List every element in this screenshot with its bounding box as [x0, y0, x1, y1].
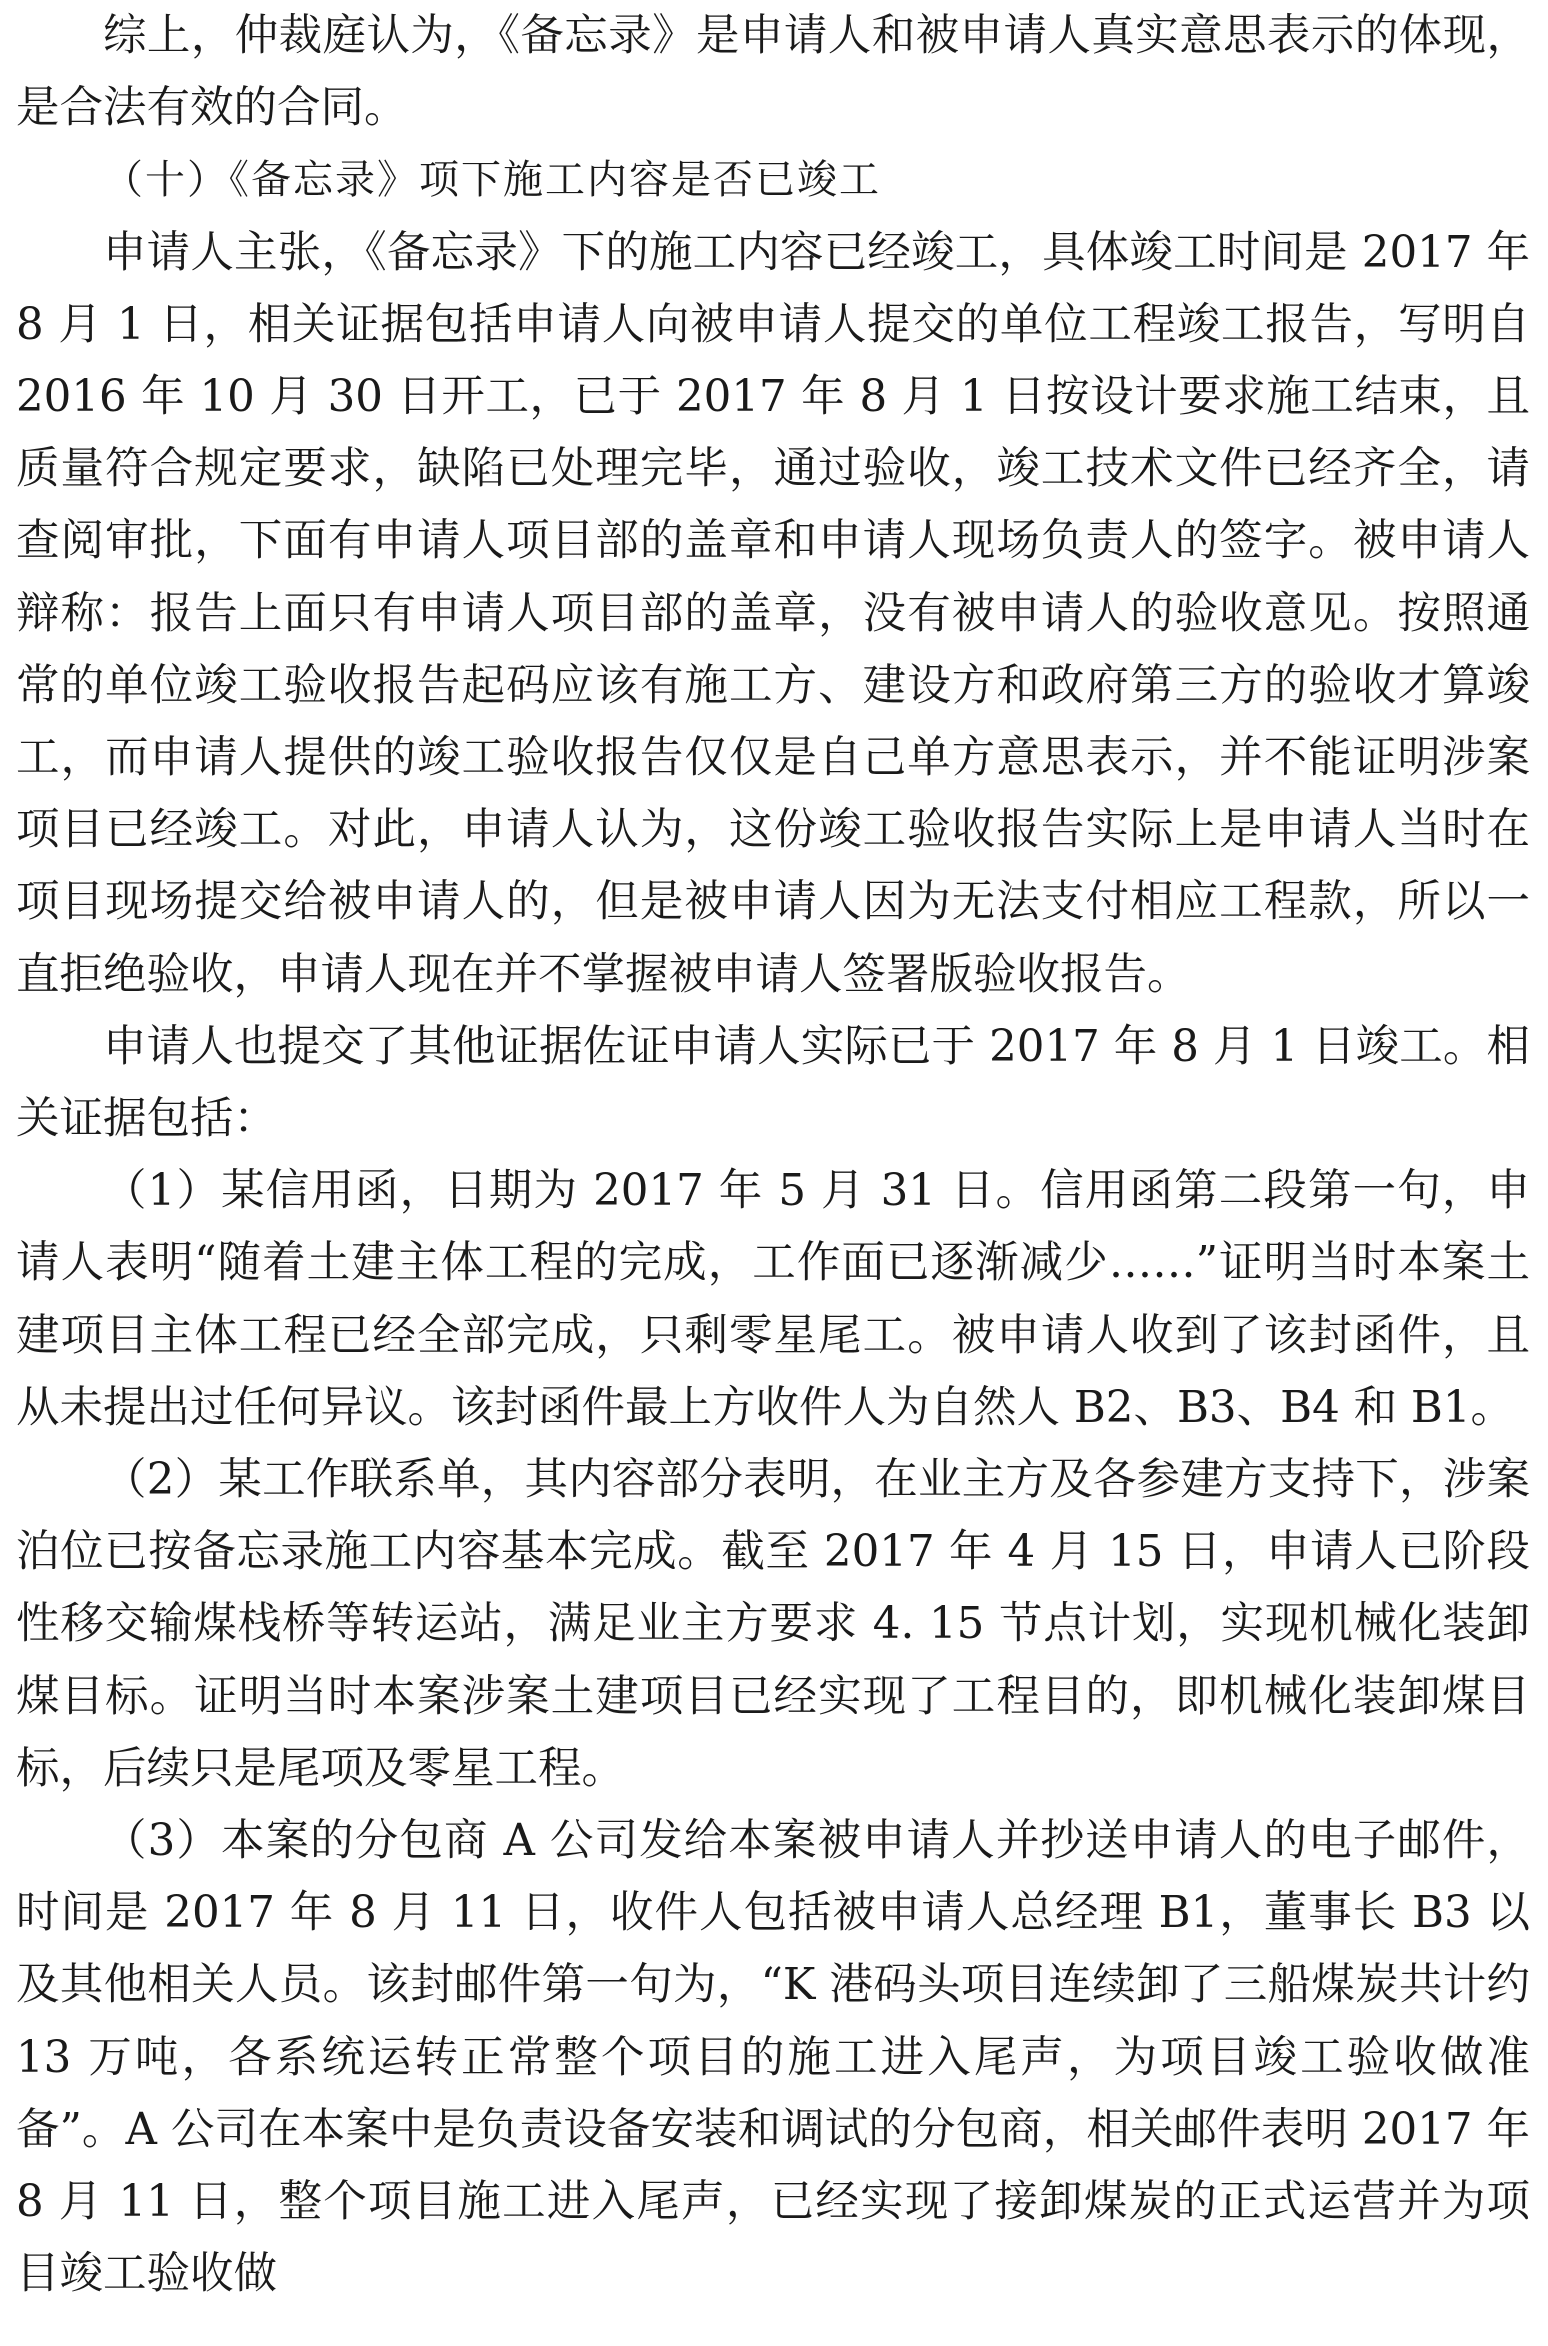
evidence-item-3: （3）本案的分包商 A 公司发给本案被申请人并抄送申请人的电子邮件，时间是 2017 年 8 月 11 日，收件人包括被申请人总经理 B1，董事长 B3 以及其他相关人员。该封邮件第一句为，“K 港码头项目连续卸了三船煤炭共计约 13 万吨，各系统运转正常整个项目的施工进入尾声，为项目竣工验收做准备”。A 公司在本案中是负责设备安装和调试的分包商，相关邮件表明 2017 年 8 月 11 日，整个项目施工进入尾声，已经实现了接卸煤炭的正式运营并为项目竣工验收做 [16, 1816, 1530, 2300]
section-heading: （十）《备忘录》项下施工内容是否已竣工 [103, 157, 881, 204]
other-evidence-paragraph: 申请人也提交了其他证据佐证申请人实际已于 2017 年 8 月 1 日竣工。相关证据包括： [16, 1021, 1530, 1145]
evidence-item-2: （2）某工作联系单，其内容部分表明，在业主方及各参建方支持下，涉案泊位已按备忘录施工内容基本完成。截至 2017 年 4 月 15 日，申请人已阶段性移交输煤栈桥等转运站，满足业主方要求 4. 15 节点计划，实现机械化装卸煤目标。证明当时本案涉案土建项目已经实现了工程目的，即机械化装卸煤目标，后续只是尾项及零星工程。 [16, 1455, 1530, 1794]
evidence-item-1: （1）某信用函，日期为 2017 年 5 月 31 日。信用函第二段第一句，申请人表明“随着土建主体工程的完成，工作面已逐渐减少……”证明当时本案土建项目主体工程已经全部完成，只剩零星尾工。被申请人收到了该封函件，且从未提出过任何异议。该封函件最上方收件人为自然人 B2、B3、B4 和 B1。 [16, 1166, 1530, 1433]
claim-paragraph: 申请人主张，《备忘录》下的施工内容已经竣工，具体竣工时间是 2017 年 8 月 1 日，相关证据包括申请人向被申请人提交的单位工程竣工报告，写明自 2016 年 10 月 30 日开工，已于 2017 年 8 月 1 日按设计要求施工结束，且质量符合规定要求，缺陷已处理完毕，通过验收，竣工技术文件已经齐全，请查阅审批，下面有申请人项目部的盖章和申请人现场负责人的签字。被申请人辩称：报告上面只有申请人项目部的盖章，没有被申请人的验收意见。按照通常的单位竣工验收报告起码应该有施工方、建设方和政府第三方的验收才算竣工，而申请人提供的竣工验收报告仅仅是自己单方意思表示，并不能证明涉案项目已经竣工。对此，申请人认为，这份竣工验收报告实际上是申请人当时在项目现场提交给被申请人的，但是被申请人因为无法支付相应工程款，所以一直拒绝验收，申请人现在并不掌握被申请人签署版验收报告。 [16, 227, 1530, 1000]
document-page [16, 0, 1530, 2311]
conclusion-paragraph: 综上，仲裁庭认为，《备忘录》是申请人和被申请人真实意思表示的体现，是合法有效的合同。 [16, 11, 1530, 134]
